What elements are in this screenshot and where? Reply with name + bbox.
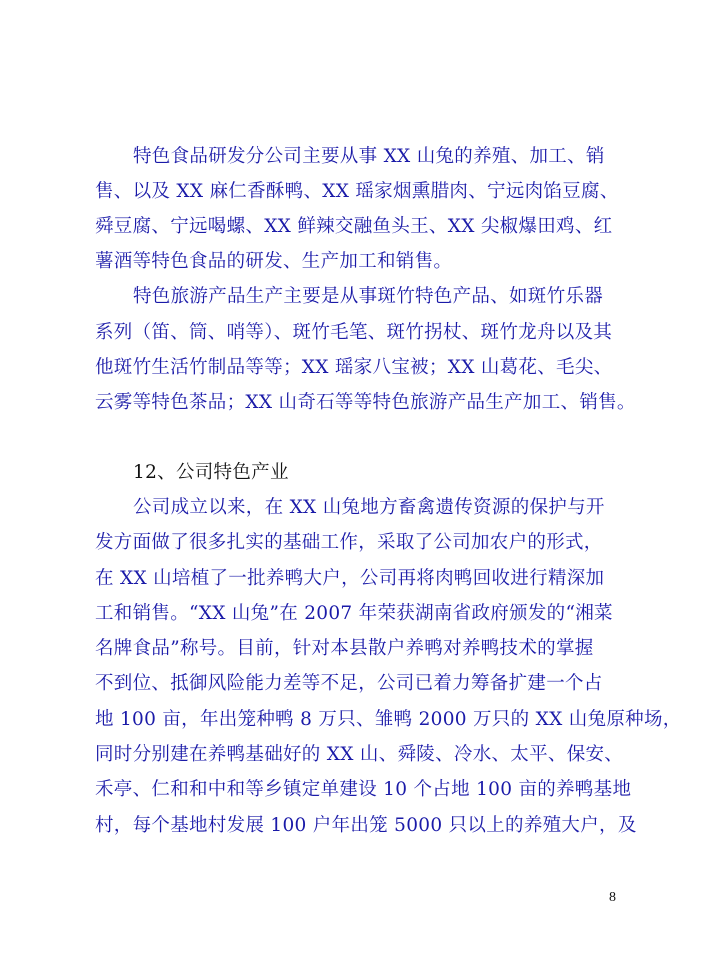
industry-line-7: 地 100 亩，年出笼种鸭 8 万只、雏鸭 2000 万只的 XX 山兔原种场， bbox=[95, 709, 682, 730]
food-rd-line-2: 售、以及 XX 麻仁香酥鸭、XX 瑶家烟熏腊肉、宁远肉馅豆腐、 bbox=[95, 181, 619, 202]
industry-line-1: 公司成立以来，在 XX 山兔地方畜禽遗传资源的保护与开 bbox=[133, 497, 605, 518]
food-rd-line-3: 舜豆腐、宁远喝螺、XX 鲜辣交融鱼头王、XX 尖椒爆田鸡、红 bbox=[95, 216, 613, 237]
section-heading: 12、公司特色产业 bbox=[133, 462, 289, 483]
tourism-line-4: 云雾等特色茶品；XX 山奇石等等特色旅游产品生产加工、销售。 bbox=[95, 392, 636, 413]
industry-line-3: 在 XX 山培植了一批养鸭大户，公司再将肉鸭回收进行精深加 bbox=[95, 568, 605, 589]
industry-line-2: 发方面做了很多扎实的基础工作，采取了公司加农户的形式， bbox=[95, 532, 603, 553]
food-rd-line-1: 特色食品研发分公司主要从事 XX 山兔的养殖、加工、销 bbox=[133, 146, 605, 167]
tourism-line-2: 系列（笛、筒、哨等）、斑竹毛笔、斑竹拐杖、斑竹龙舟以及其 bbox=[95, 322, 613, 343]
tourism-line-1: 特色旅游产品生产主要是从事斑竹特色产品、如斑竹乐器 bbox=[133, 286, 604, 307]
food-rd-line-4: 薯酒等特色食品的研发、生产加工和销售。 bbox=[95, 251, 453, 272]
industry-line-6: 不到位、抵御风险能力差等不足，公司已着力筹备扩建一个占 bbox=[95, 673, 603, 694]
tourism-line-3: 他斑竹生活竹制品等等；XX 瑶家八宝被；XX 山葛花、毛尖、 bbox=[95, 357, 613, 378]
industry-line-5: 名牌食品”称号。目前，针对本县散户养鸭对养鸭技术的掌握 bbox=[95, 638, 594, 659]
industry-line-8: 同时分别建在养鸭基础好的 XX 山、舜陵、冷水、太平、保安、 bbox=[95, 744, 624, 765]
industry-line-10: 村，每个基地村发展 100 户年出笼 5000 只以上的养殖大户，及 bbox=[95, 815, 637, 836]
industry-line-9: 禾亭、仁和和中和等乡镇定单建设 10 个占地 100 亩的养鸭基地 bbox=[95, 779, 632, 800]
industry-line-4: 工和销售。“XX 山兔”在 2007 年荣获湖南省政府颁发的“湘菜 bbox=[95, 603, 613, 624]
page-number: 8 bbox=[609, 890, 616, 905]
